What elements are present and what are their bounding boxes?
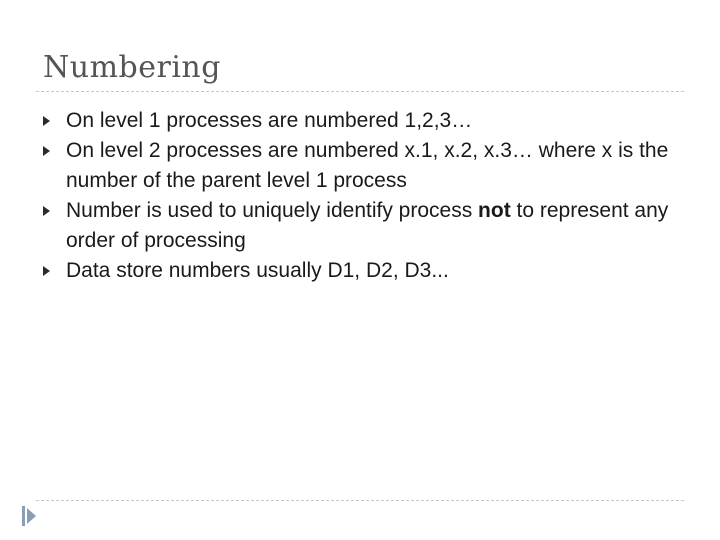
title-divider — [36, 91, 684, 92]
bullet-item — [43, 196, 703, 256]
bullet-text: Number is used to uniquely identify process — [66, 199, 479, 222]
bullet-item — [43, 136, 703, 196]
bullet-list — [43, 106, 703, 286]
slide-nav-icon[interactable] — [22, 506, 36, 526]
slide-title: Numbering — [43, 50, 221, 85]
triangle-bullet-icon — [43, 206, 50, 216]
bullet-text: On level 2 processes are numbered x.1, x.2, x.3… where x is the number of the parent level 1 process — [66, 139, 669, 192]
bullet-text: Data store numbers usually D1, D2, D3... — [66, 259, 449, 282]
bullet-text: to represent any order of processing — [66, 199, 669, 252]
bullet-item — [43, 106, 703, 136]
bullet-text: On level 1 processes are numbered 1,2,3… — [66, 109, 473, 132]
triangle-bullet-icon — [43, 146, 50, 156]
bullet-emphasis: not — [478, 199, 511, 222]
footer-divider — [36, 500, 684, 501]
bullet-item — [43, 256, 703, 286]
triangle-bullet-icon — [43, 266, 50, 276]
triangle-bullet-icon — [43, 116, 50, 126]
